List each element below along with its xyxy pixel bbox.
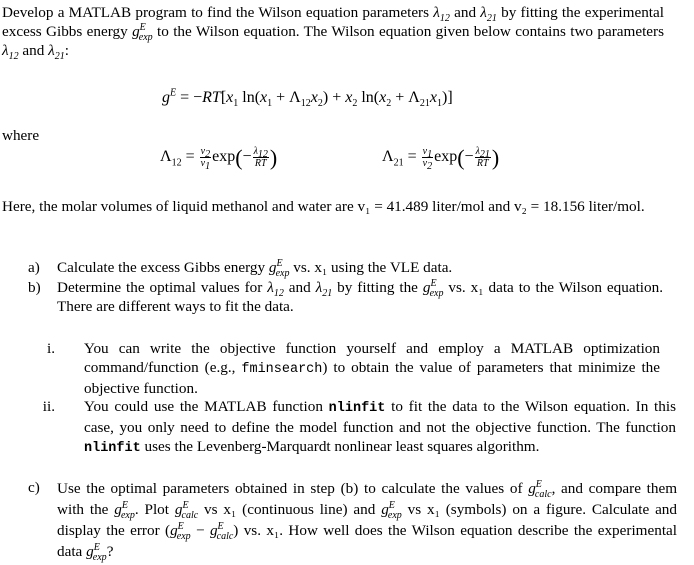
symbol-lambda21: $\lambda_{21}$ [48,42,65,63]
item-marker-a: a) [28,259,40,276]
item-b: Determine the optimal values for $\lambda_{12}$ and $\lambda_{21}$ by fitting the $g^E_{exp}$ vs. x₁ data to the Wilson equation. There are different ways to fit the data. [57,277,663,315]
symbol-lambda12: $\lambda_{12}$ [433,4,450,25]
symbol-lambda21: $\lambda_{21}$ [480,4,497,25]
molar-volume-paragraph: Here, the molar volumes of liquid methanol and water are v₁ = 41.489 liter/mol and v₂ = 18.156 liter/mol. [2,198,645,215]
subitem-marker-i: i. [46,340,55,357]
lambda12-definition: $\Lambda_{12}$ = $\frac{v_2}{v_1}$ exp(− $\frac{\lambda_{12}}{RT}$ ) [160,145,278,172]
intro-text: and [18,42,49,59]
item-a: Calculate the excess Gibbs energy $g^E_{exp}$ vs. x₁ using the VLE data. [57,257,453,280]
symbol-lambda12: $\lambda_{12}$ [2,42,19,63]
symbol-gexp: $g^E_{exp}$ [132,21,153,44]
subitem-marker-ii: ii. [42,398,55,415]
intro-text: and [449,4,481,21]
subitem-i: You can write the objective function yourself and employ a MATLAB optimization command/function (e.g., fminsearch) to obtain the value of parameters that minimize the objective function. [84,340,660,397]
where-label: where [2,127,40,144]
lambda21-definition: $\Lambda_{21}$ = $\frac{v_1}{v_2}$ exp(− $\frac{\lambda_{21}}{RT}$ ) [382,145,500,172]
intro-paragraph [2,3,664,63]
item-marker-c: c) [28,479,40,496]
wilson-equation: $g^E = -RT[x_1$ $\ln(x_1 + \Lambda_{12}x_2) + x_2$ $\ln(x_2 + \Lambda_{21}x_1)$] [162,87,453,110]
item-marker-b: b) [28,279,41,296]
item-c: Use the optimal parameters obtained in step (b) to calculate the values of $g^E_{calc}$, and compare them with the $g^E_{exp}$. Plot $g^E_{calc}$ vs x₁ (continuous line) and $g^E_{exp}$ vs x₁ (symbols) on a figure. Calculate and display the error $(g^E_{exp} - g^E_{calc})$ vs. x₁. How well does the Wilson equation describe the experimental data $g^E_{exp}$? [57,478,678,564]
intro-text: Develop a MATLAB program to find the Wilson equation parameters [2,4,434,21]
subitem-ii: You could use the MATLAB function nlinfit to fit the data to the Wilson equation. In this case, you only need to define the model function and not the objective function. The function nlinfit uses the Levenberg-Marquardt nonlinear least squares algorithm. [84,398,676,456]
intro-text: : [64,42,69,59]
intro-text: to the Wilson equation. The Wilson equation given below contains two parameters [152,23,664,40]
intro-text: by fitting the experimental excess Gibbs energy [2,4,664,40]
